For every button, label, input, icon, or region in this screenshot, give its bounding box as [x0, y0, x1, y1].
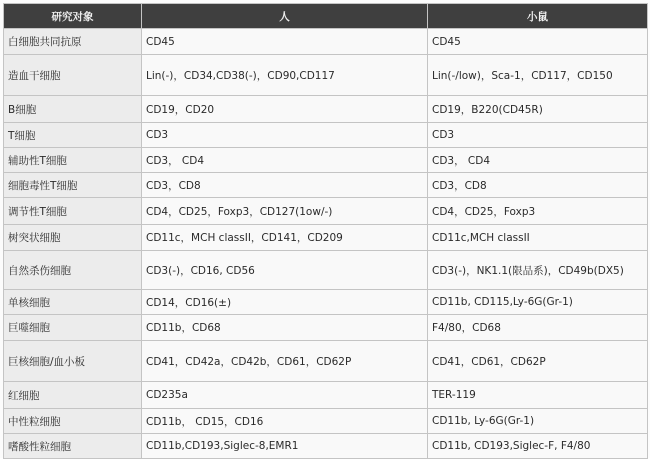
- table-row: [4, 315, 648, 341]
- row-subject: 中性粒细胞: [4, 409, 142, 434]
- row-human-markers: CD3，CD8: [142, 173, 428, 198]
- table-row: [4, 225, 648, 251]
- row-subject: 细胞毒性T细胞: [4, 173, 142, 198]
- row-human-markers: CD11b， CD15，CD16: [142, 409, 428, 434]
- row-subject: T细胞: [4, 123, 142, 148]
- row-human-markers: CD3， CD4: [142, 148, 428, 173]
- row-subject: 白细胞共同抗原: [4, 29, 142, 55]
- row-human-markers: CD11b，CD68: [142, 315, 428, 341]
- row-mouse-markers: CD3，CD8: [428, 173, 648, 198]
- row-subject: 巨核细胞/血小板: [4, 341, 142, 382]
- row-subject: B细胞: [4, 96, 142, 123]
- table-row: [4, 341, 648, 382]
- row-subject: 造血干细胞: [4, 55, 142, 96]
- row-subject: 嗜酸性粒细胞: [4, 434, 142, 459]
- row-mouse-markers: CD4，CD25，Foxp3: [428, 198, 648, 225]
- row-mouse-markers: CD41，CD61，CD62P: [428, 341, 648, 382]
- table-row: [4, 29, 648, 55]
- row-subject: 单核细胞: [4, 290, 142, 315]
- row-mouse-markers: Lin(-/low)，Sca-1，CD117，CD150: [428, 55, 648, 96]
- table-row: [4, 96, 648, 123]
- table-row: [4, 198, 648, 225]
- row-human-markers: CD11b,CD193,Siglec-8,EMR1: [142, 434, 428, 459]
- row-human-markers: CD19，CD20: [142, 96, 428, 123]
- row-mouse-markers: CD3: [428, 123, 648, 148]
- row-human-markers: Lin(-)，CD34,CD38(-)，CD90,CD117: [142, 55, 428, 96]
- row-human-markers: CD11c，MCH classII，CD141，CD209: [142, 225, 428, 251]
- table-row: [4, 55, 648, 96]
- row-mouse-markers: CD11b, CD115,Ly-6G(Gr-1): [428, 290, 648, 315]
- table-row: [4, 251, 648, 290]
- table-row: [4, 382, 648, 409]
- row-mouse-markers: CD11c,MCH classII: [428, 225, 648, 251]
- row-human-markers: CD45: [142, 29, 428, 55]
- table-row: [4, 148, 648, 173]
- row-mouse-markers: TER-119: [428, 382, 648, 409]
- header-subject: 研究对象: [4, 4, 142, 29]
- row-mouse-markers: F4/80，CD68: [428, 315, 648, 341]
- row-mouse-markers: CD11b, CD193,Siglec-F, F4/80: [428, 434, 648, 459]
- row-subject: 自然杀伤细胞: [4, 251, 142, 290]
- row-subject: 巨噬细胞: [4, 315, 142, 341]
- row-subject: 树突状细胞: [4, 225, 142, 251]
- row-subject: 调节性T细胞: [4, 198, 142, 225]
- header-mouse: 小鼠: [428, 4, 648, 29]
- row-mouse-markers: CD11b, Ly-6G(Gr-1): [428, 409, 648, 434]
- row-human-markers: CD14，CD16(±): [142, 290, 428, 315]
- row-mouse-markers: CD45: [428, 29, 648, 55]
- row-mouse-markers: CD3， CD4: [428, 148, 648, 173]
- row-human-markers: CD41，CD42a，CD42b，CD61，CD62P: [142, 341, 428, 382]
- table-row: [4, 173, 648, 198]
- row-human-markers: CD3(-)，CD16, CD56: [142, 251, 428, 290]
- row-human-markers: CD4，CD25，Foxp3，CD127(1ow/-): [142, 198, 428, 225]
- marker-table: [3, 3, 648, 459]
- row-mouse-markers: CD3(-)，NK1.1(限品系)，CD49b(DX5): [428, 251, 648, 290]
- table-row: [4, 290, 648, 315]
- row-human-markers: CD235a: [142, 382, 428, 409]
- row-subject: 红细胞: [4, 382, 142, 409]
- header-row: [4, 4, 648, 29]
- table-row: [4, 434, 648, 459]
- row-mouse-markers: CD19，B220(CD45R): [428, 96, 648, 123]
- table-row: [4, 123, 648, 148]
- row-human-markers: CD3: [142, 123, 428, 148]
- header-human: 人: [142, 4, 428, 29]
- row-subject: 辅助性T细胞: [4, 148, 142, 173]
- table-row: [4, 409, 648, 434]
